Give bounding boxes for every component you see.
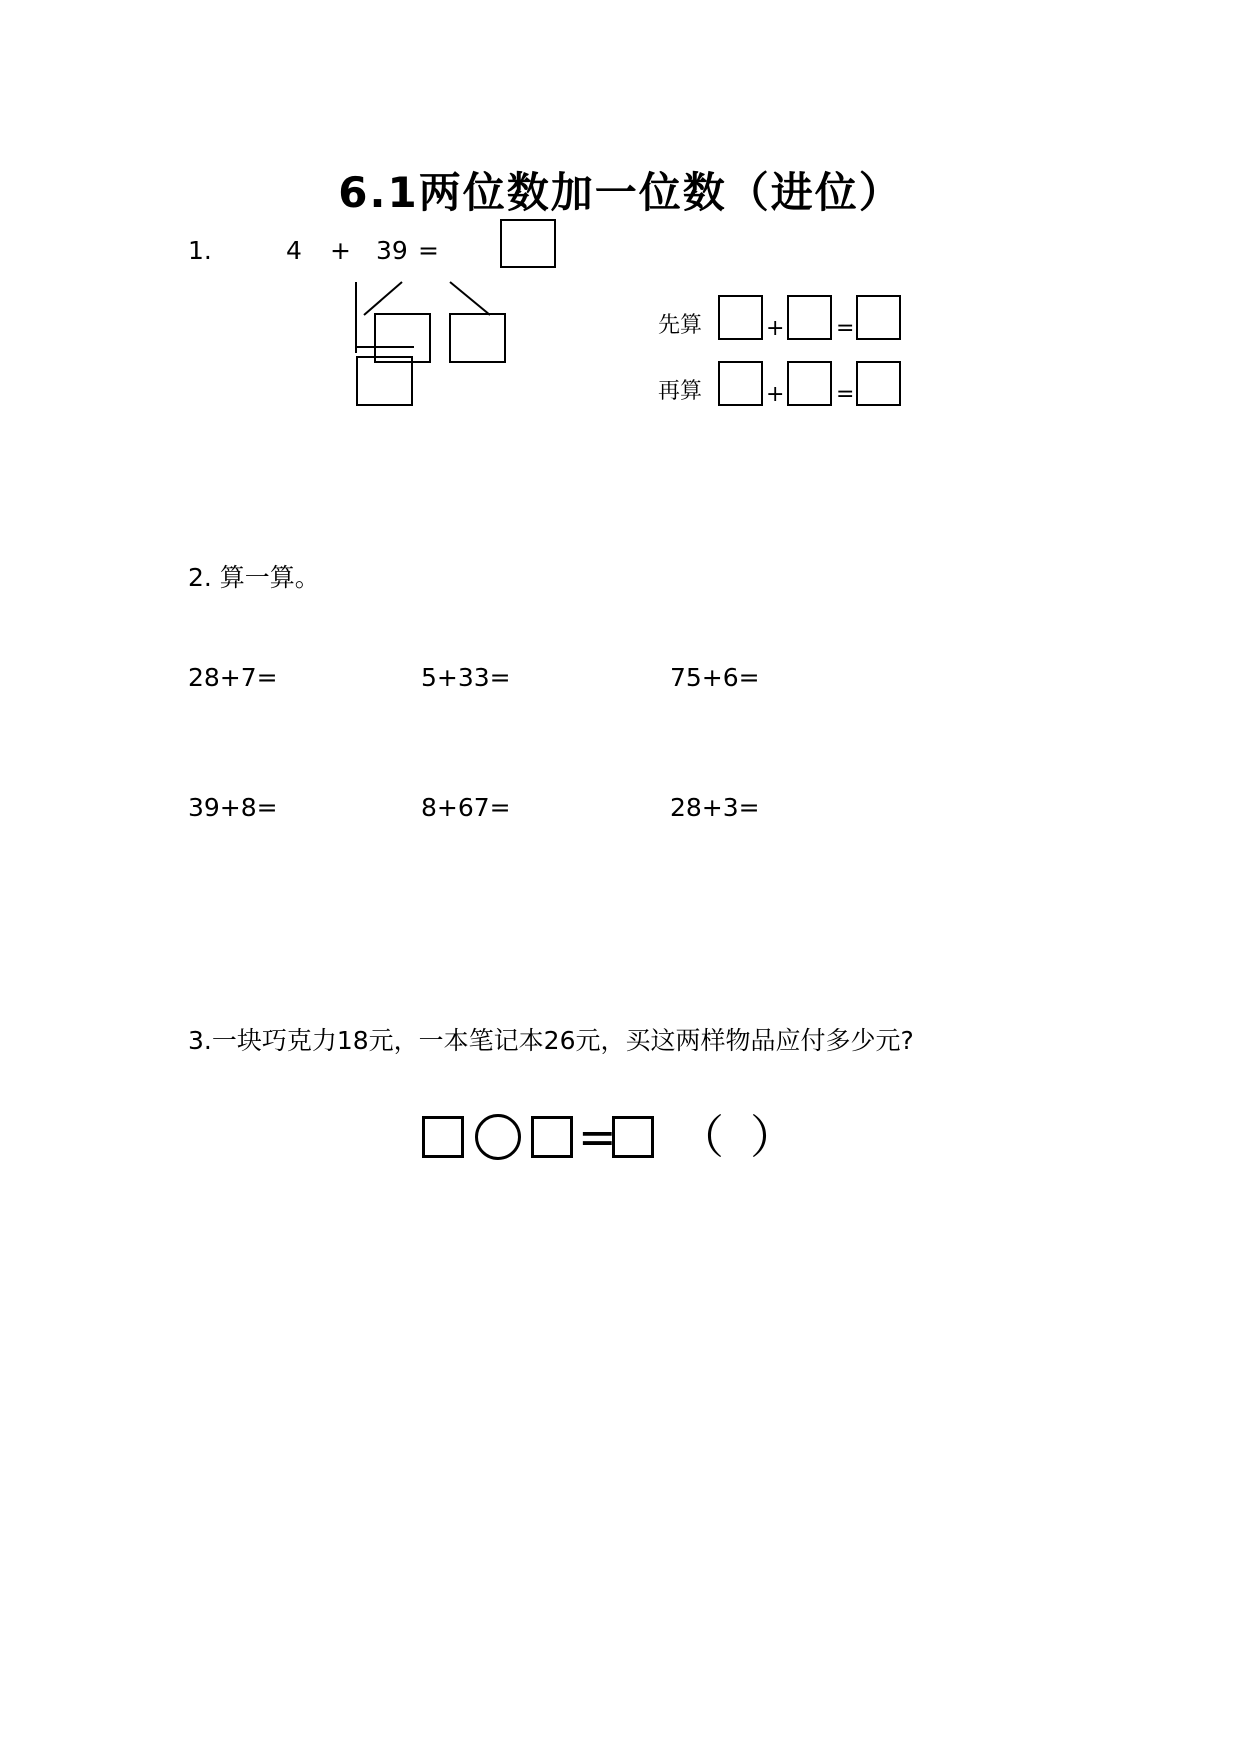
q2-problem: 28+3= [670,793,760,822]
worksheet-title: 6.1两位数加一位数（进位） [338,168,903,217]
q3-paren-close: ） [750,1110,796,1164]
q2-problem: 5+33= [421,663,511,692]
q1-first-label: 先算 [658,313,703,338]
q2-problem: 8+67= [421,793,511,822]
q1-addend1: 4 [286,236,302,265]
q1-first-box-3[interactable] [856,295,901,340]
q3-answer-box-2[interactable] [531,1116,573,1158]
q3-operator-circle[interactable] [475,1114,521,1160]
q2-problem: 39+8= [188,793,278,822]
q1-then-label: 再算 [658,379,703,404]
q3-equals: = [578,1110,617,1164]
q1-plus: + [330,236,351,265]
q1-first-box-1[interactable] [718,295,763,340]
q2-problem: 75+6= [670,663,760,692]
q1-equals: = [418,236,439,265]
q1-then-box-2[interactable] [787,361,832,406]
q1-number: 1. [188,236,212,265]
q2-problem: 28+7= [188,663,278,692]
q1-then-equals: = [836,382,855,407]
q3-question: 3.一块巧克力18元，一本笔记本26元，买这两样物品应付多少元? [188,1026,914,1055]
q1-then-box-3[interactable] [856,361,901,406]
q1-split-box-lower[interactable] [356,356,413,406]
q3-answer-box-1[interactable] [422,1116,464,1158]
q1-then-box-1[interactable] [718,361,763,406]
q1-first-box-2[interactable] [787,295,832,340]
q1-split-box-right[interactable] [449,313,506,363]
q2-heading: 2. 算一算。 [188,563,320,592]
q3-paren-open: （ [678,1110,724,1164]
q1-first-plus: + [766,316,785,341]
q1-first-equals: = [836,316,855,341]
q3-answer-box-3[interactable] [612,1116,654,1158]
q1-then-plus: + [766,382,785,407]
q1-addend2: 39 [376,236,408,265]
